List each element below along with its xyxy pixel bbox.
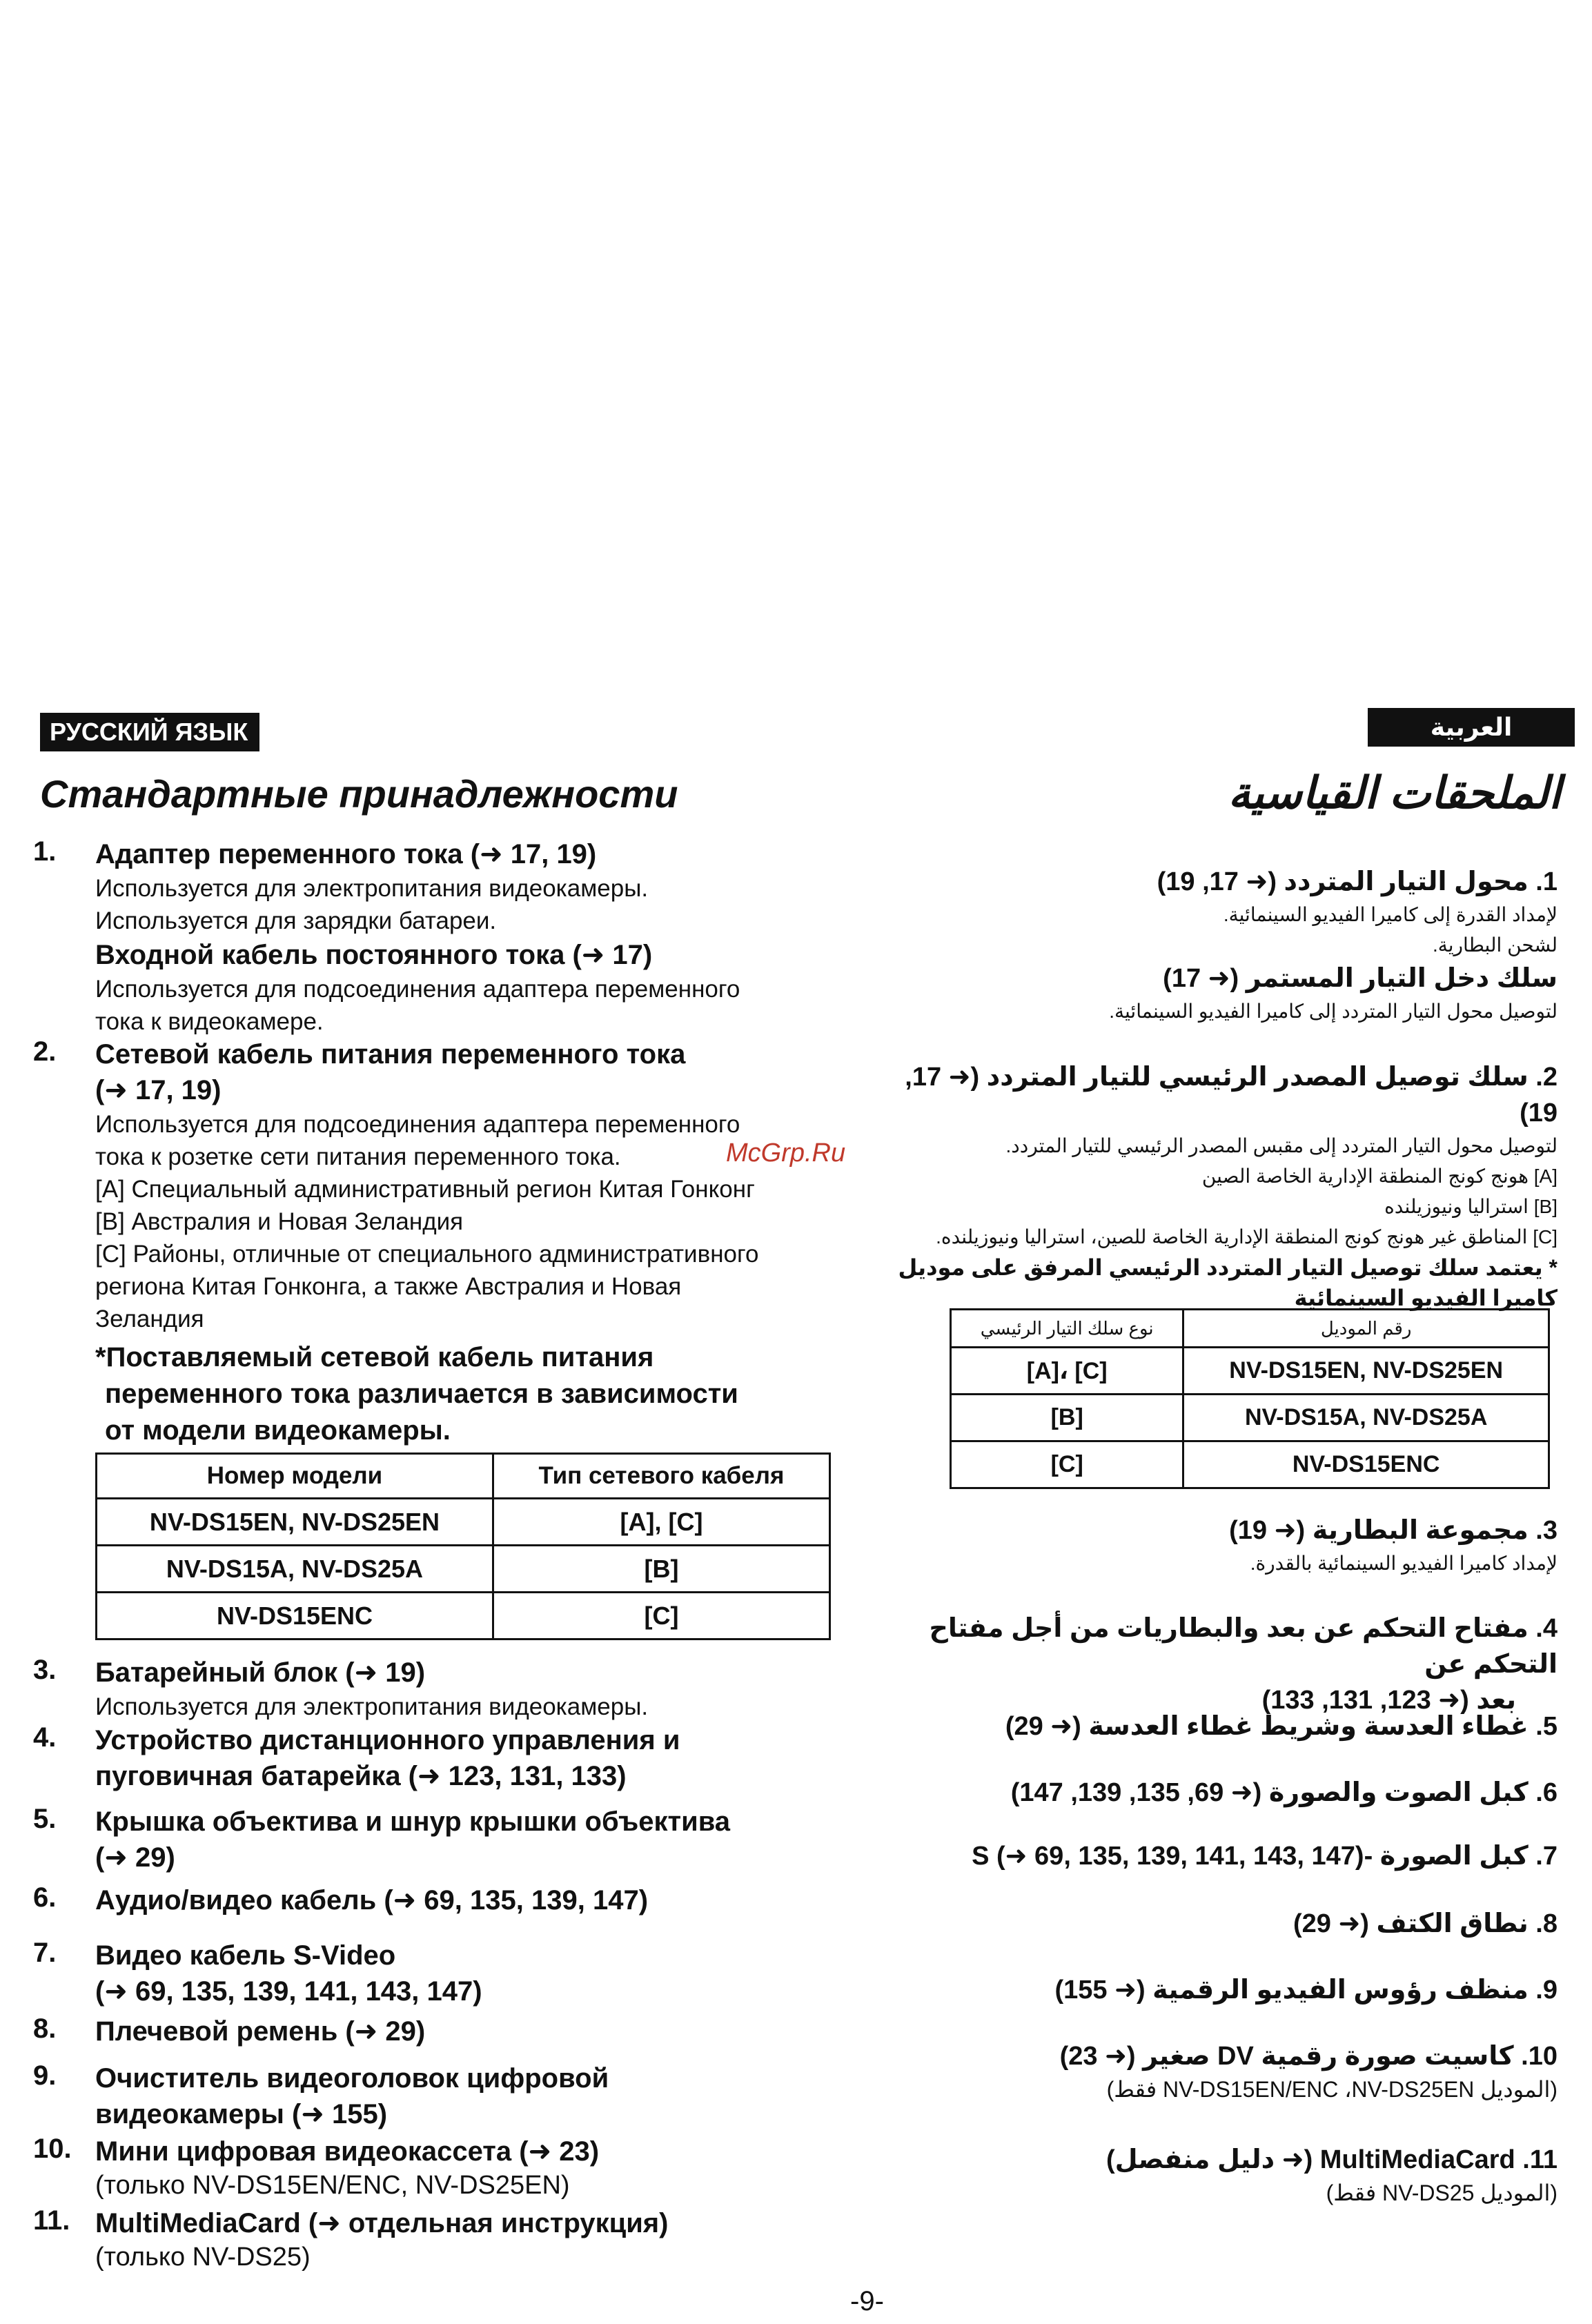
ar-item-heading: 7. كبل الصورة -S (➜ 69, 135, 139, 141, 143, 147): [972, 1842, 1557, 1871]
ru-item-text: (только NV-DS15EN/ENC, NV-DS25EN): [95, 2171, 570, 2200]
ar-item-heading: 11. MultiMediaCard (➜ دليل منفصل): [1106, 2145, 1557, 2174]
ru-item-heading: Плечевой ремень (➜ 29): [95, 2016, 426, 2047]
ar-item-heading: 4. مفتاح التحكم عن بعد والبطاريات من أجل مفتاح التحكم عن: [929, 1614, 1557, 1679]
ar-item-text: لتوصيل محول التيار المتردد إلى كاميرا الفيديو السينمائية.: [1109, 1001, 1557, 1022]
ru-item-text: [A] Специальный административный регион Китая Гонконг: [95, 1176, 755, 1203]
ru-item-heading: MultiMediaCard (➜ отдельная инструкция): [95, 2208, 669, 2238]
ru-item-heading: Устройство дистанционного управления и: [95, 1725, 680, 1755]
ar-item-1: [867, 864, 1557, 1027]
ru-item-heading: Очиститель видеоголовок цифровой: [95, 2063, 609, 2094]
ru-note-text: от модели видеокамеры.: [105, 1415, 451, 1446]
ar-item-3: [867, 1513, 1557, 1579]
ru-item-heading: Крышка объектива и шнур крышки объектива: [95, 1806, 731, 1837]
ru-item-number: 5.: [33, 1804, 57, 1834]
ar-item-8: [867, 1906, 1557, 1942]
ar-item-text: لشحن البطارية.: [1432, 934, 1557, 956]
table-header-cell: Тип сетевого кабеля: [493, 1454, 829, 1499]
ar-item-heading: 6. كبل الصوت والصورة (➜ 69, 135, 139, 147): [1010, 1778, 1557, 1807]
ru-item-text: [C] Районы, отличные от специального административного: [95, 1241, 759, 1268]
ru-item-number: 3.: [33, 1655, 57, 1685]
table-row: [951, 1441, 1549, 1488]
table-header-cell: Номер модели: [97, 1454, 493, 1499]
table-cell: NV-DS15ENC: [1183, 1441, 1549, 1488]
ar-item-5: [867, 1708, 1557, 1744]
ar-item-text: لتوصيل محول التيار المتردد إلى مقبس المصدر الرئيسي للتيار المتردد.: [1005, 1135, 1557, 1156]
ru-item-heading: Батарейный блок (➜ 19): [95, 1657, 426, 1688]
ru-item-heading: (➜ 17, 19): [95, 1075, 222, 1105]
ru-item-number: 2.: [33, 1036, 57, 1067]
ar-item-10: [867, 2038, 1557, 2105]
ru-item-number: 7.: [33, 1938, 57, 1968]
ru-item-heading: Аудио/видео кабель (➜ 69, 135, 139, 147): [95, 1885, 649, 1916]
watermark-text: McGrp.Ru: [726, 1139, 846, 1168]
ru-item-text: Используется для зарядки батареи.: [95, 907, 497, 934]
ar-item-heading: 8. نطاق الكتف (➜ 29): [1293, 1909, 1557, 1938]
ru-item-number: 11.: [33, 2205, 70, 2236]
table-header-cell: نوع سلك التيار الرئيسي: [951, 1310, 1183, 1348]
table-row: [951, 1395, 1549, 1441]
ru-item-number: 1.: [33, 836, 57, 867]
ru-note-text: *Поставляемый сетевой кабель питания: [95, 1342, 654, 1372]
ru-item-heading: видеокамеры (➜ 155): [95, 2099, 388, 2129]
ar-item-heading: 3. مجموعة البطارية (➜ 19): [1229, 1516, 1557, 1545]
ar-cable-table: [950, 1308, 1550, 1489]
table-header-cell: رقم الموديل: [1183, 1310, 1549, 1348]
ar-item-9: [867, 1972, 1557, 2008]
ru-item-heading: Мини цифровая видеокассета (➜ 23): [95, 2136, 600, 2167]
table-cell: NV-DS15EN, NV-DS25EN: [1183, 1348, 1549, 1395]
page-number: -9-: [850, 2286, 884, 2316]
ar-item-heading: 1. محول التيار المتردد (➜ 17, 19): [1157, 867, 1557, 896]
ru-item-heading: (➜ 69, 135, 139, 141, 143, 147): [95, 1976, 482, 2007]
table-cell: NV-DS15A, NV-DS25A: [1183, 1395, 1549, 1441]
table-cell: [A], [C]: [493, 1499, 829, 1546]
ru-item-text: Используется для электропитания видеокамеры.: [95, 875, 649, 902]
table-cell: [C]: [493, 1593, 829, 1639]
ar-item-text: (الموديل NV-DS25 فقط): [1326, 2180, 1557, 2205]
russian-page-title: Стандартные принадлежности: [40, 772, 678, 816]
ru-item-heading: Адаптер переменного тока (➜ 17, 19): [95, 839, 597, 869]
russian-language-tab: РУССКИЙ ЯЗЫК: [40, 713, 259, 751]
ar-note-text: كاميرا الفيديو السينمائية: [1294, 1286, 1557, 1310]
ar-item-4: [867, 1611, 1557, 1718]
ar-item-text: لإمداد كاميرا الفيديو السينمائية بالقدرة.: [1250, 1553, 1557, 1574]
ru-item-number: 8.: [33, 2013, 57, 2044]
table-row: [951, 1348, 1549, 1395]
arabic-language-tab: العربية: [1368, 708, 1575, 747]
ar-note-text: * يعتمد سلك توصيل التيار المتردد الرئيسي المرفق على موديل: [898, 1255, 1557, 1280]
ar-item-text: [C] المناطق غير هونج كونج المنطقة الإدارية الخاصة للصين، استراليا ونيوزيلنده.: [936, 1226, 1557, 1248]
ar-item-text: لإمداد القدرة إلى كاميرا الفيديو السينمائية.: [1223, 904, 1557, 925]
ar-item-heading: 10. كاسيت صورة رقمية DV صغير (➜ 23): [1059, 2042, 1557, 2071]
ar-item-heading: 9. منظف رؤوس الفيديو الرقمية (➜ 155): [1054, 1976, 1557, 2005]
ar-item-text: [B] استراليا ونيوزيلنده: [1384, 1196, 1557, 1217]
table-cell: [C] ،[A]: [951, 1348, 1183, 1395]
ru-item-number: 9.: [33, 2060, 57, 2091]
ar-item-11: [867, 2142, 1557, 2208]
ar-item-2: [867, 1059, 1557, 1313]
ru-item-text: Зеландия: [95, 1306, 204, 1332]
ru-item-heading: Видео кабель S-Video: [95, 1940, 396, 1971]
ru-item-number: 10.: [33, 2134, 72, 2164]
ar-item-heading: بعد (➜ 123, 131, 133): [1261, 1686, 1516, 1715]
ar-item-7: [867, 1838, 1557, 1874]
ar-item-subheading: سلك دخل التيار المستمر (➜ 17): [1163, 964, 1557, 993]
ar-item-text: [A] هونج كونج المنطقة الإدارية الخاصة الصين: [1201, 1165, 1557, 1187]
ar-item-heading: 2. سلك توصيل المصدر الرئيسي للتيار المتردد (➜ 17, 19): [905, 1063, 1557, 1127]
ru-item-text: (только NV-DS25): [95, 2243, 311, 2272]
ru-item-text: тока к видеокамере.: [95, 1008, 324, 1035]
ru-item-text: [B] Австралия и Новая Зеландия: [95, 1208, 464, 1235]
ru-item-text: тока к розетке сети питания переменного тока.: [95, 1143, 621, 1170]
ru-item-heading: пуговичная батарейка (➜ 123, 131, 133): [95, 1761, 627, 1791]
ru-item-subheading: Входной кабель постоянного тока (➜ 17): [95, 940, 653, 970]
ar-item-6: [867, 1775, 1557, 1811]
table-cell: [B]: [493, 1546, 829, 1593]
ru-item-number: 4.: [33, 1722, 57, 1753]
table-cell: NV-DS15A, NV-DS25A: [97, 1546, 493, 1593]
table-header-row: [951, 1310, 1549, 1348]
table-cell: [B]: [951, 1395, 1183, 1441]
ru-item-number: 6.: [33, 1882, 57, 1913]
ru-item-heading: (➜ 29): [95, 1842, 175, 1873]
arabic-page-title: الملحقات القياسية: [1228, 768, 1561, 818]
ru-item-text: Используется для подсоединения адаптера переменного: [95, 1111, 740, 1138]
ru-note-text: переменного тока различается в зависимости: [105, 1379, 738, 1409]
ar-item-text: (الموديل NV-DS15EN/ENC ،NV-DS25EN فقط): [1106, 2077, 1557, 2102]
ru-item-heading: Сетевой кабель питания переменного тока: [95, 1039, 686, 1070]
table-cell: [C]: [951, 1441, 1183, 1488]
ar-item-heading: 5. غطاء العدسة وشريط غطاء العدسة (➜ 29): [1005, 1712, 1557, 1741]
ru-item-text: Используется для электропитания видеокамеры.: [95, 1693, 649, 1720]
table-cell: NV-DS15EN, NV-DS25EN: [97, 1499, 493, 1546]
ru-item-text: региона Китая Гонконга, а также Австралия и Новая: [95, 1273, 682, 1300]
table-cell: NV-DS15ENC: [97, 1593, 493, 1639]
ru-item-text: Используется для подсоединения адаптера переменного: [95, 976, 740, 1003]
russian-column-lower: [33, 0, 847, 2324]
